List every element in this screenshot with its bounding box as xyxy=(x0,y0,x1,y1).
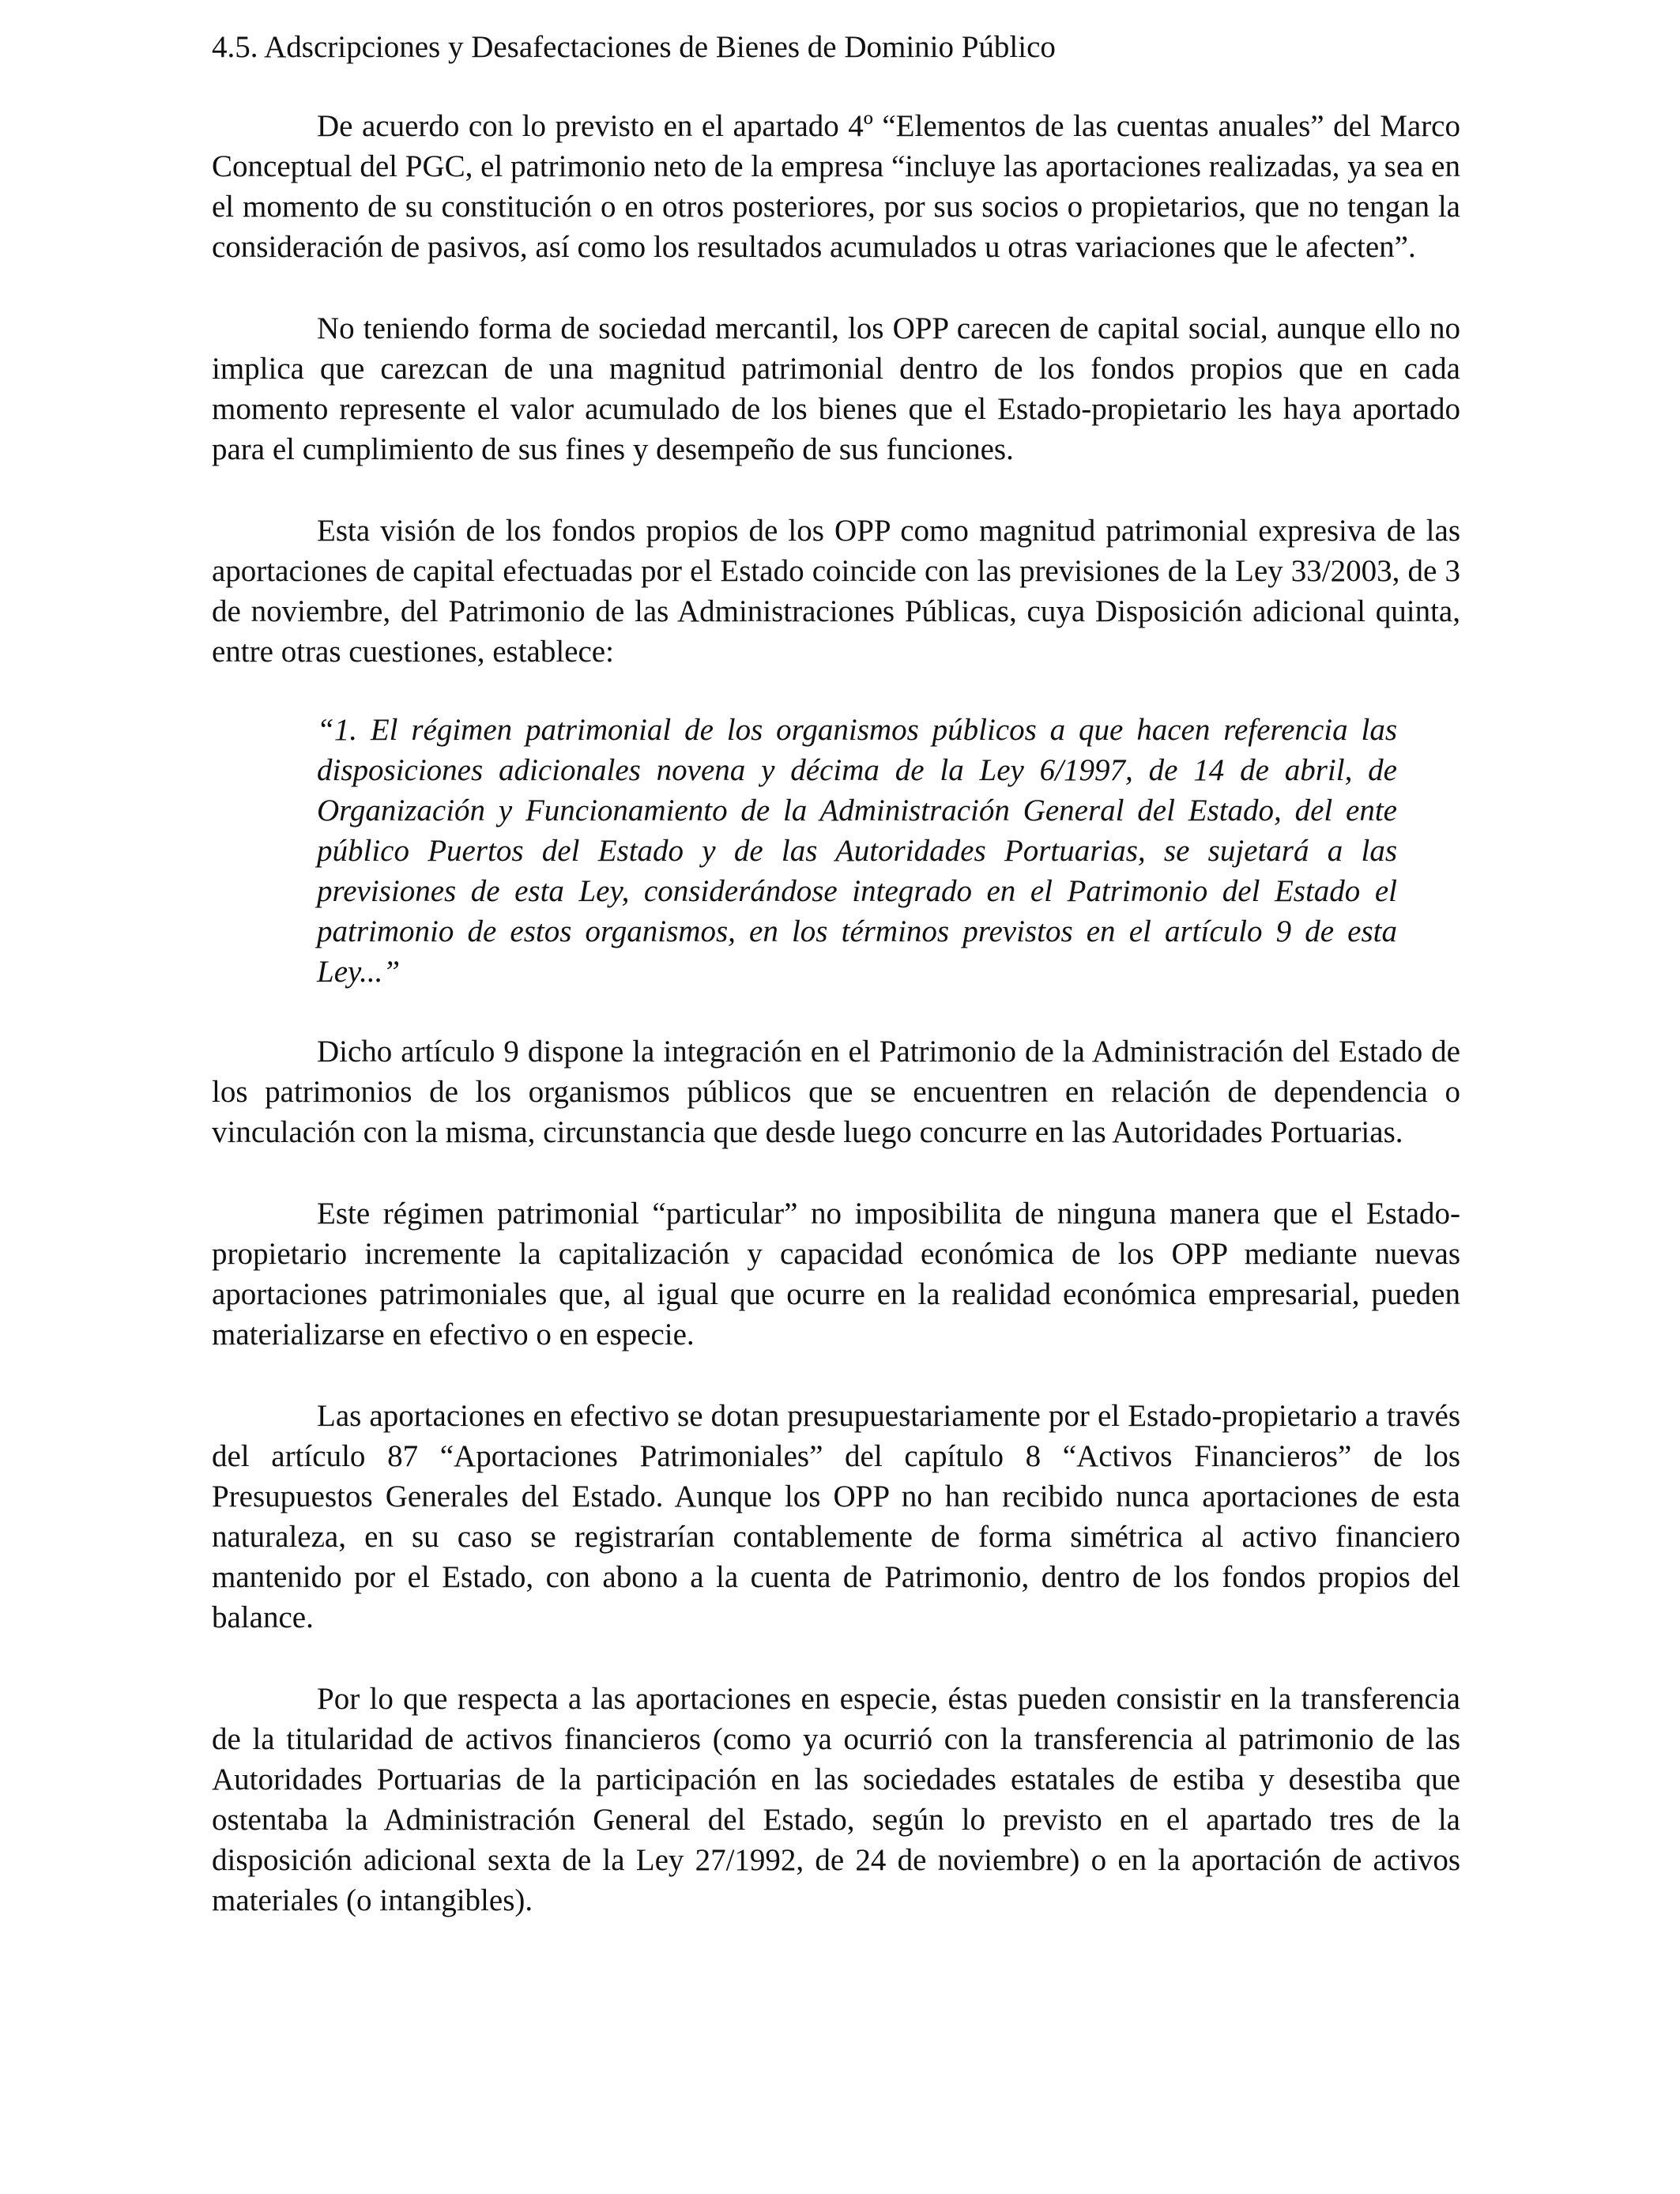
document-page xyxy=(212,24,1460,1962)
paragraph-aportaciones-especie: Por lo que respecta a las aportaciones en especie, éstas pueden consistir en la transferencia de la titularidad de activos financieros (como ya ocurrió con la transferencia al patrimonio de las Autoridades Portuarias de la participación en las sociedades estatales de estiba y desestiba que ostentaba la Administración General del Estado, según lo previsto en el apartado tres de la disposición adicional sexta de la Ley 27/1992, de 24 de noviembre) o en la aportación de activos materiales (o intangibles). xyxy=(212,1682,1460,1917)
paragraph-aportaciones-efectivo: Las aportaciones en efectivo se dotan presupuestariamente por el Estado-propietario a través del artículo 87 “Aportaciones Patrimoniales” del capítulo 8 “Activos Financieros” de los Presupuestos Generales del Estado. Aunque los OPP no han recibido nunca aportaciones de esta naturaleza, en su caso se registrarían contablemente de forma simétrica al activo financiero mantenido por el Estado, con abono a la cuenta de Patrimonio, dentro de los fondos propios del balance. xyxy=(212,1399,1460,1634)
paragraph-capital-social: No teniendo forma de sociedad mercantil, los OPP carecen de capital social, aunque ello no implica que carezcan de una magnitud patrimonial dentro de los fondos propios que en cada momento represente el valor acumulado de los bienes que el Estado-propietario les haya aportado para el cumplimiento de sus fines y desempeño de sus funciones. xyxy=(212,311,1460,466)
section-heading: 4.5. Adscripciones y Desafectaciones de Bienes de Dominio Público xyxy=(212,30,1056,64)
legal-quote: “1. El régimen patrimonial de los organismos públicos a que hacen referencia las disposiciones adicionales novena y décima de la Ley 6/1997, de 14 de abril, de Organización y Funcionamiento de la Administración General del Estado, del ente público Puertos del Estado y de las Autoridades Portuarias, se sujetará a las previsiones de esta Ley, considerándose integrado en el Patrimonio del Estado el patrimonio de estos organismos, en los términos previstos en el artículo 9 de esta Ley...” xyxy=(317,713,1397,989)
paragraph-articulo-9: Dicho artículo 9 dispone la integración en el Patrimonio de la Administración del Estado de los patrimonios de los organismos públicos que se encuentren en relación de dependencia o vinculación con la misma, circunstancia que desde luego concurre en las Autoridades Portuarias. xyxy=(212,1035,1460,1149)
paragraph-marco-conceptual: De acuerdo con lo previsto en el apartado 4º “Elementos de las cuentas anuales” del Marco Conceptual del PGC, el patrimonio neto de la empresa “incluye las aportaciones realizadas, ya sea en el momento de su constitución o en otros posteriores, por sus socios o propietarios, que no tengan la consideración de pasivos, así como los resultados acumulados u otras variaciones que le afecten”. xyxy=(212,109,1460,264)
paragraph-regimen-particular: Este régimen patrimonial “particular” no imposibilita de ninguna manera que el Estado-propietario incremente la capitalización y capacidad económica de los OPP mediante nuevas aportaciones patrimoniales que, al igual que ocurre en la realidad económica empresarial, pueden materializarse en efectivo o en especie. xyxy=(212,1197,1460,1351)
paragraph-ley-33-2003: Esta visión de los fondos propios de los OPP como magnitud patrimonial expresiva de las aportaciones de capital efectuadas por el Estado coincide con las previsiones de la Ley 33/2003, de 3 de noviembre, del Patrimonio de las Administraciones Públicas, cuya Disposición adicional quinta, entre otras cuestiones, establece: xyxy=(212,514,1460,669)
